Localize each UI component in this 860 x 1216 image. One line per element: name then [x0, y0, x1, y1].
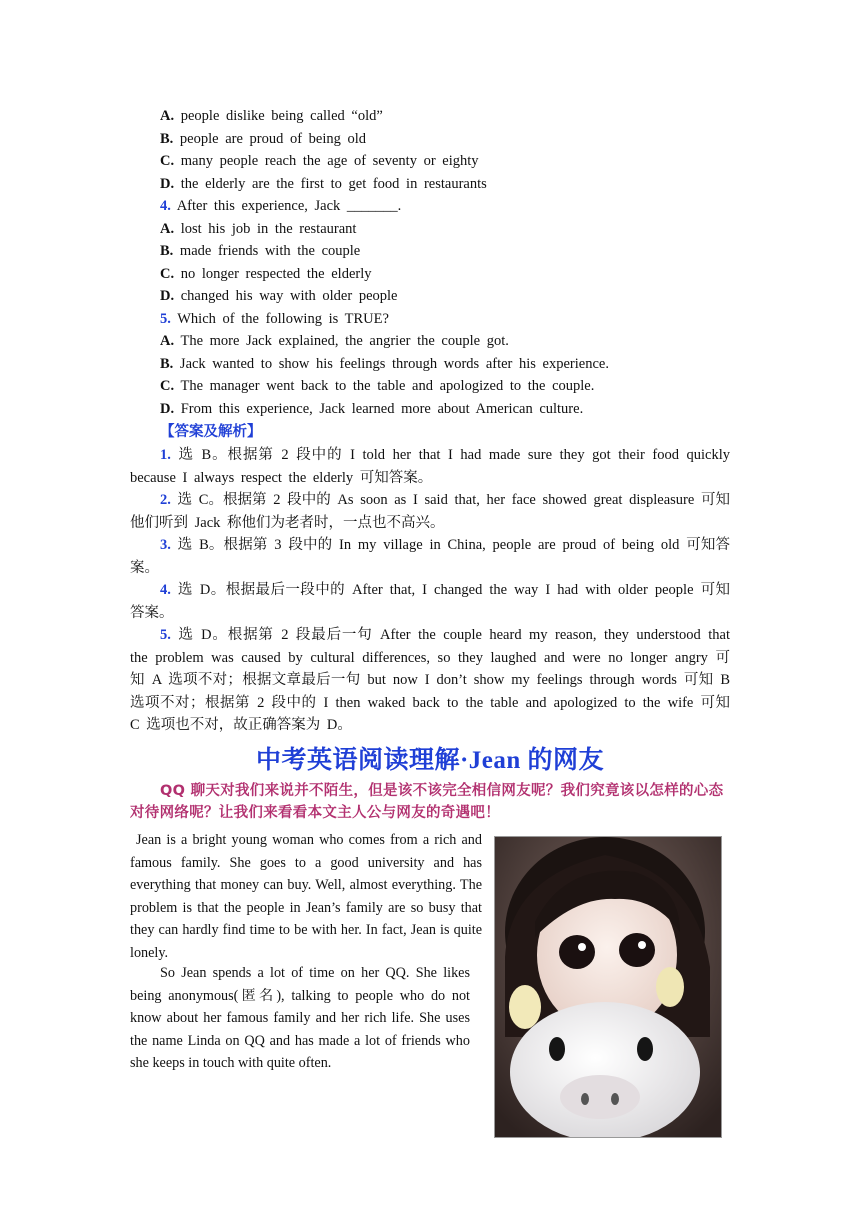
article-intro: QQ 聊天对我们来说并不陌生，但是该不该完全相信网友呢？我们究竟该以怎样的心态对待网络呢？让我们来看看本文主人公与网友的奇遇吧！: [130, 783, 724, 821]
answer-3: 3. 选 B。根据第 3 段中的 In my village in China, people are proud of being old 可知答案。: [130, 537, 730, 576]
q5-option-d: D. From this experience, Jack learned more about American culture.: [160, 401, 584, 417]
q5-option-c: C. The manager went back to the table and apologized to the couple.: [160, 378, 595, 394]
q5-option-a: A. The more Jack explained, the angrier the couple got.: [160, 333, 509, 349]
q5-stem: 5. Which of the following is TRUE?: [160, 311, 389, 327]
q3-option-a: A. people dislike being called “old”: [160, 108, 383, 124]
q4-option-b: B. made friends with the couple: [160, 243, 361, 259]
q3-option-c: C. many people reach the age of seventy or eighty: [160, 153, 479, 169]
answer-4: 4. 选 D。根据最后一段中的 After that, I changed the way I had with older people 可知答案。: [130, 582, 730, 621]
answer-2: 2. 选 C。根据第 2 段中的 As soon as I said that, her face showed great displeasure 可知他们听到 Jack 称他们为老者时，一点也不高兴。: [130, 492, 731, 531]
q5-option-b: B. Jack wanted to show his feelings through words after his experience.: [160, 356, 609, 372]
portrait-photo: [494, 836, 722, 1138]
girl-with-plush-cow-image: [495, 837, 721, 1137]
q4-option-d: D. changed his way with older people: [160, 288, 398, 304]
article-title: 中考英语阅读理解·Jean 的网友: [255, 747, 605, 774]
q3-option-d: D. the elderly are the first to get food in restaurants: [160, 176, 487, 192]
answer-5: 5. 选 D。根据第 2 段最后一句 After the couple heard my reason, they understood that the problem was caused by cultural differences, so they laughed and were no longer angry 可知 A 选项不对；根据文章最后一句 but now I don’t show my feelings through words 可知 B 选项不对；根据第 2 段中的 I then waked back to the table and apologized to the wife 可知 C 选项也不对，故正确答案为 D。: [130, 627, 730, 733]
q4-option-c: C. no longer respected the elderly: [160, 266, 372, 282]
story-paragraph-1: Jean is a bright young woman who comes from a rich and famous family. She goes to a good university and has everything that money can buy. Well, almost everything. The problem is that the people in Jean’s family are so busy that they can hardly find time to be with her. In fact, Jean is quite lonely.: [130, 832, 482, 961]
q4-stem: 4. After this experience, Jack _______.: [160, 198, 402, 214]
answer-1: 1. 选 B。根据第 2 段中的 I told her that I had made sure they got their food quickly because I always respect the elderly 可知答案。: [130, 447, 731, 486]
story-paragraph-2: So Jean spends a lot of time on her QQ. She likes being anonymous(匿名), talking to people who do not know about her famous family and her rich life. She uses the name Linda on QQ and has made a lot of friends who she keeps in touch with quite often.: [130, 965, 470, 1071]
q4-option-a: A. lost his job in the restaurant: [160, 221, 357, 237]
q3-option-b: B. people are proud of being old: [160, 131, 367, 147]
answers-heading: 【答案及解析】: [160, 424, 262, 440]
